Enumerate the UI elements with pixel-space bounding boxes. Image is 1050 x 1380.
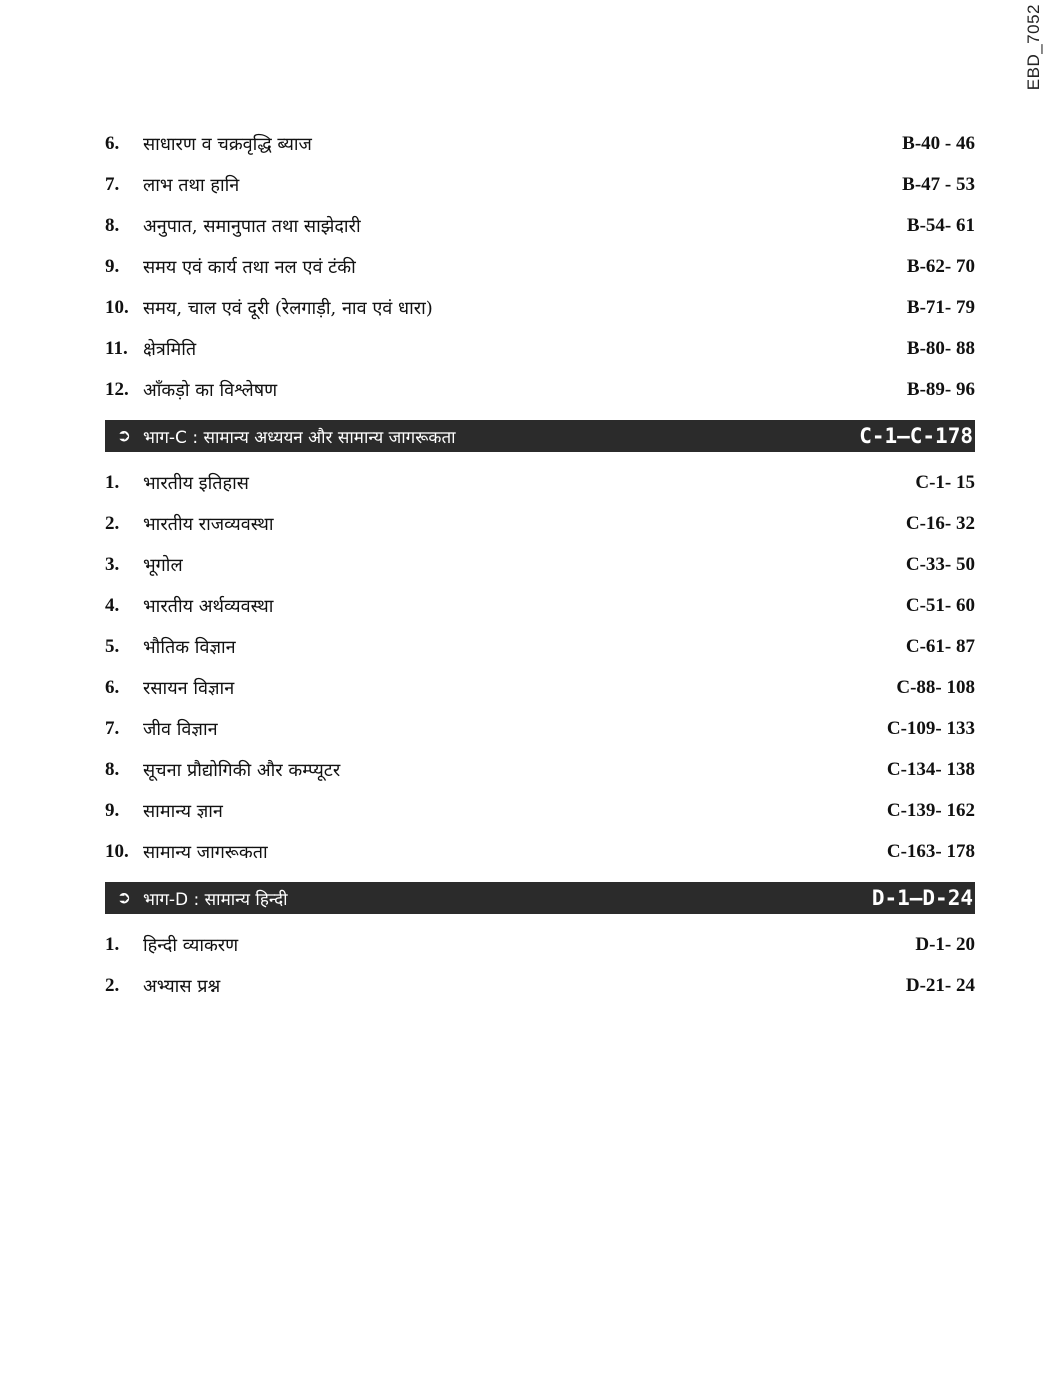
entry-pages: C-16- 32 xyxy=(905,512,975,534)
table-of-contents xyxy=(105,123,975,1006)
section-b-continued-list xyxy=(105,123,975,410)
section-d-header[interactable] xyxy=(105,882,975,914)
toc-entry[interactable] xyxy=(105,205,975,246)
toc-entry[interactable] xyxy=(105,164,975,205)
entry-number: 2. xyxy=(105,974,120,996)
toc-entry[interactable] xyxy=(105,287,975,328)
toc-entry[interactable] xyxy=(105,503,975,544)
entry-pages: B-71- 79 xyxy=(906,296,975,318)
entry-number: 5. xyxy=(105,635,120,657)
toc-entry[interactable] xyxy=(105,123,975,164)
entry-pages: D-21- 24 xyxy=(905,974,975,996)
entry-pages: C-134- 138 xyxy=(886,758,975,780)
toc-entry[interactable] xyxy=(105,369,975,410)
toc-entry[interactable] xyxy=(105,965,975,1006)
entry-title: सामान्य जागरूकता xyxy=(143,841,268,863)
entry-title: भूगोल xyxy=(143,554,183,576)
entry-pages: B-89- 96 xyxy=(906,378,975,400)
entry-pages: D-1- 20 xyxy=(915,933,975,955)
entry-number: 11. xyxy=(105,337,128,359)
entry-pages: C-61- 87 xyxy=(905,635,975,657)
entry-title: लाभ तथा हानि xyxy=(143,174,240,196)
entry-title: सूचना प्रौद्योगिकी और कम्प्यूटर xyxy=(143,759,341,781)
arrow-icon: ➲ xyxy=(116,888,132,908)
entry-title: आँकड़ो का विश्लेषण xyxy=(143,379,278,401)
entry-pages: C-33- 50 xyxy=(905,553,975,575)
section-page-range: D-1–D-24 xyxy=(871,886,973,910)
entry-pages: C-109- 133 xyxy=(886,717,975,739)
entry-title: रसायन विज्ञान xyxy=(143,677,235,699)
arrow-icon: ➲ xyxy=(116,426,132,446)
entry-pages: B-40 - 46 xyxy=(902,132,975,154)
entry-pages: B-54- 61 xyxy=(906,214,975,236)
entry-pages: C-163- 178 xyxy=(886,840,975,862)
entry-pages: B-47 - 53 xyxy=(902,173,975,195)
section-c-list xyxy=(105,462,975,872)
section-d-list xyxy=(105,924,975,1006)
entry-number: 1. xyxy=(105,471,120,493)
toc-entry[interactable] xyxy=(105,790,975,831)
toc-entry[interactable] xyxy=(105,544,975,585)
entry-title: अनुपात, समानुपात तथा साझेदारी xyxy=(143,215,361,237)
entry-title: हिन्दी व्याकरण xyxy=(143,934,239,956)
toc-entry[interactable] xyxy=(105,749,975,790)
section-title: भाग-D : सामान्य हिन्दी xyxy=(143,889,288,910)
entry-number: 4. xyxy=(105,594,120,616)
toc-entry[interactable] xyxy=(105,924,975,965)
entry-title: क्षेत्रमिति xyxy=(143,338,197,360)
toc-entry[interactable] xyxy=(105,831,975,872)
entry-title: भौतिक विज्ञान xyxy=(143,636,236,658)
entry-title: साधारण व चक्रवृद्धि ब्याज xyxy=(143,133,312,155)
toc-entry[interactable] xyxy=(105,328,975,369)
entry-number: 8. xyxy=(105,758,120,780)
entry-title: भारतीय राजव्यवस्था xyxy=(143,513,274,535)
section-page-range: C-1–C-178 xyxy=(859,424,973,448)
entry-number: 6. xyxy=(105,132,120,154)
entry-number: 8. xyxy=(105,214,120,236)
entry-pages: B-80- 88 xyxy=(906,337,975,359)
entry-title: भारतीय इतिहास xyxy=(143,472,249,494)
section-title: भाग-C : सामान्य अध्ययन और सामान्य जागरूकता xyxy=(143,427,456,448)
toc-entry[interactable] xyxy=(105,667,975,708)
entry-number: 1. xyxy=(105,933,120,955)
entry-pages: C-51- 60 xyxy=(905,594,975,616)
toc-entry[interactable] xyxy=(105,708,975,749)
entry-title: सामान्य ज्ञान xyxy=(143,800,223,822)
entry-number: 10. xyxy=(105,296,129,318)
entry-pages: B-62- 70 xyxy=(906,255,975,277)
entry-title: समय एवं कार्य तथा नल एवं टंकी xyxy=(143,256,356,278)
entry-pages: C-139- 162 xyxy=(886,799,975,821)
toc-entry[interactable] xyxy=(105,246,975,287)
entry-title: अभ्यास प्रश्न xyxy=(143,975,221,997)
entry-pages: C-88- 108 xyxy=(896,676,975,698)
entry-pages: C-1- 15 xyxy=(915,471,975,493)
entry-number: 2. xyxy=(105,512,120,534)
entry-number: 9. xyxy=(105,255,120,277)
section-c-header[interactable] xyxy=(105,420,975,452)
entry-title: समय, चाल एवं दूरी (रेलगाड़ी, नाव एवं धारा) xyxy=(143,297,433,319)
entry-title: भारतीय अर्थव्यवस्था xyxy=(143,595,274,617)
entry-number: 3. xyxy=(105,553,120,575)
entry-number: 9. xyxy=(105,799,120,821)
document-code: EBD_7052 xyxy=(1024,4,1043,91)
entry-number: 7. xyxy=(105,173,120,195)
entry-title: जीव विज्ञान xyxy=(143,718,218,740)
toc-entry[interactable] xyxy=(105,462,975,503)
toc-entry[interactable] xyxy=(105,585,975,626)
entry-number: 7. xyxy=(105,717,120,739)
entry-number: 6. xyxy=(105,676,120,698)
entry-number: 12. xyxy=(105,378,129,400)
toc-entry[interactable] xyxy=(105,626,975,667)
entry-number: 10. xyxy=(105,840,129,862)
